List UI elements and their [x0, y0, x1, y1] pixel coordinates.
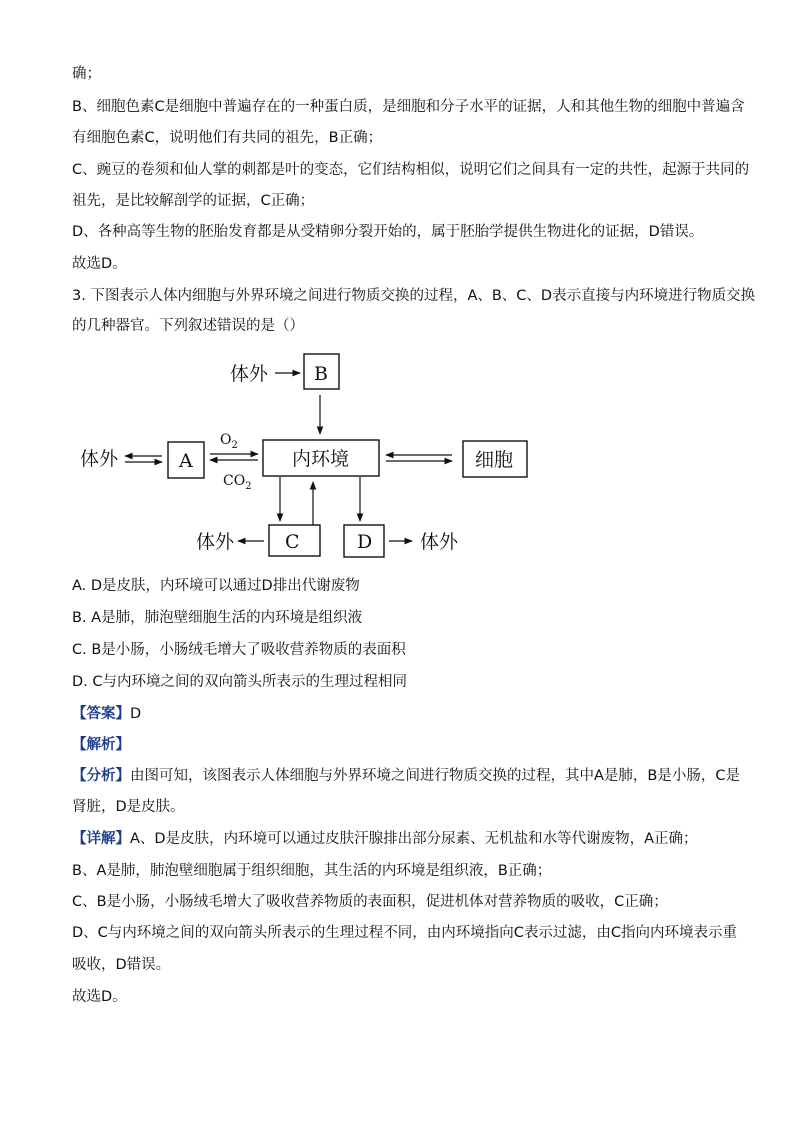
exchange-diagram — [70, 345, 550, 565]
question-3-line-1: 3. 下图表示人体内细胞与外界环境之间进行物质交换的过程，A、B、C、D表示直接与内环境进行物质交换 — [72, 288, 756, 304]
text-line: C、豌豆的卷须和仙人掌的刺都是叶的变态，它们结构相似，说明它们之间具有一定的共性，起源于共同的 — [72, 162, 750, 178]
cell-label: 细胞 — [475, 449, 514, 471]
outside-label-a: 体外 — [80, 448, 119, 470]
option-d: D. C与内环境之间的双向箭头所表示的生理过程相同 — [72, 674, 408, 690]
box-d-label: D — [357, 531, 373, 553]
xiangjie-line-1 — [72, 829, 698, 849]
xiangjie-line-3: C、B是小肠，小肠绒毛增大了吸收营养物质的表面积，促进机体对营养物质的吸收，C正确； — [72, 894, 668, 910]
answer-line — [72, 704, 141, 724]
box-c-label: C — [285, 531, 300, 553]
conclusion-line: 故选D。 — [72, 989, 127, 1005]
option-b: B. A是肺，肺泡壁细胞生活的内环境是组织液 — [72, 610, 363, 626]
answer-tag: 【答案】 — [72, 706, 130, 722]
outside-label-c: 体外 — [196, 531, 235, 553]
o2-label: $O_2$ — [220, 432, 238, 451]
text-line: B、细胞色素C是细胞中普遍存在的一种蛋白质，是细胞和分子水平的证据，人和其他生物的细胞中普遍含 — [72, 99, 745, 115]
outside-label-b: 体外 — [230, 363, 269, 385]
text-line: D、各种高等生物的胚胎发育都是从受精卵分裂开始的，属于胚胎学提供生物进化的证据，D错误。 — [72, 224, 704, 240]
answer-value: D — [130, 706, 142, 722]
fenxi-text: 由图可知，该图表示人体细胞与外界环境之间进行物质交换的过程，其中A是肺，B是小肠，C是 — [130, 768, 740, 784]
question-3-line-2: 的几种器官。下列叙述错误的是（） — [72, 318, 304, 334]
analysis-tag-line — [72, 735, 130, 755]
option-c: C. B是小肠，小肠绒毛增大了吸收营养物质的表面积 — [72, 642, 406, 658]
text-line: 故选D。 — [72, 256, 127, 272]
fenxi-line-1 — [72, 766, 740, 786]
text-line: 祖先，是比较解剖学的证据，C正确； — [72, 193, 315, 209]
co2-label: $CO_2$ — [223, 473, 252, 492]
xiangjie-text: A、D是皮肤，内环境可以通过皮肤汗腺排出部分尿素、无机盐和水等代谢废物，A正确； — [130, 831, 698, 847]
fenxi-tag: 【分析】 — [72, 768, 130, 784]
text-line: 有细胞色素C，说明他们有共同的祖先，B正确； — [72, 130, 383, 146]
analysis-tag: 【解析】 — [72, 737, 130, 753]
xiangjie-line-5: 吸收，D错误。 — [72, 957, 171, 973]
box-a-label: A — [179, 450, 193, 472]
xiangjie-tag: 【详解】 — [72, 831, 130, 847]
xiangjie-line-4: D、C与内环境之间的双向箭头所表示的生理过程不同，由内环境指向C表示过滤，由C指向内环境表示重 — [72, 925, 738, 941]
outside-label-d: 体外 — [420, 531, 459, 553]
fenxi-line-2: 肾脏，D是皮肤。 — [72, 799, 185, 815]
xiangjie-line-2: B、A是肺，肺泡壁细胞属于组织细胞，其生活的内环境是组织液，B正确； — [72, 863, 552, 879]
option-a: A. D是皮肤，内环境可以通过D排出代谢废物 — [72, 578, 360, 594]
internal-environment-label: 内环境 — [292, 448, 350, 470]
box-b-label: B — [314, 363, 328, 385]
text-line: 确； — [72, 66, 101, 82]
